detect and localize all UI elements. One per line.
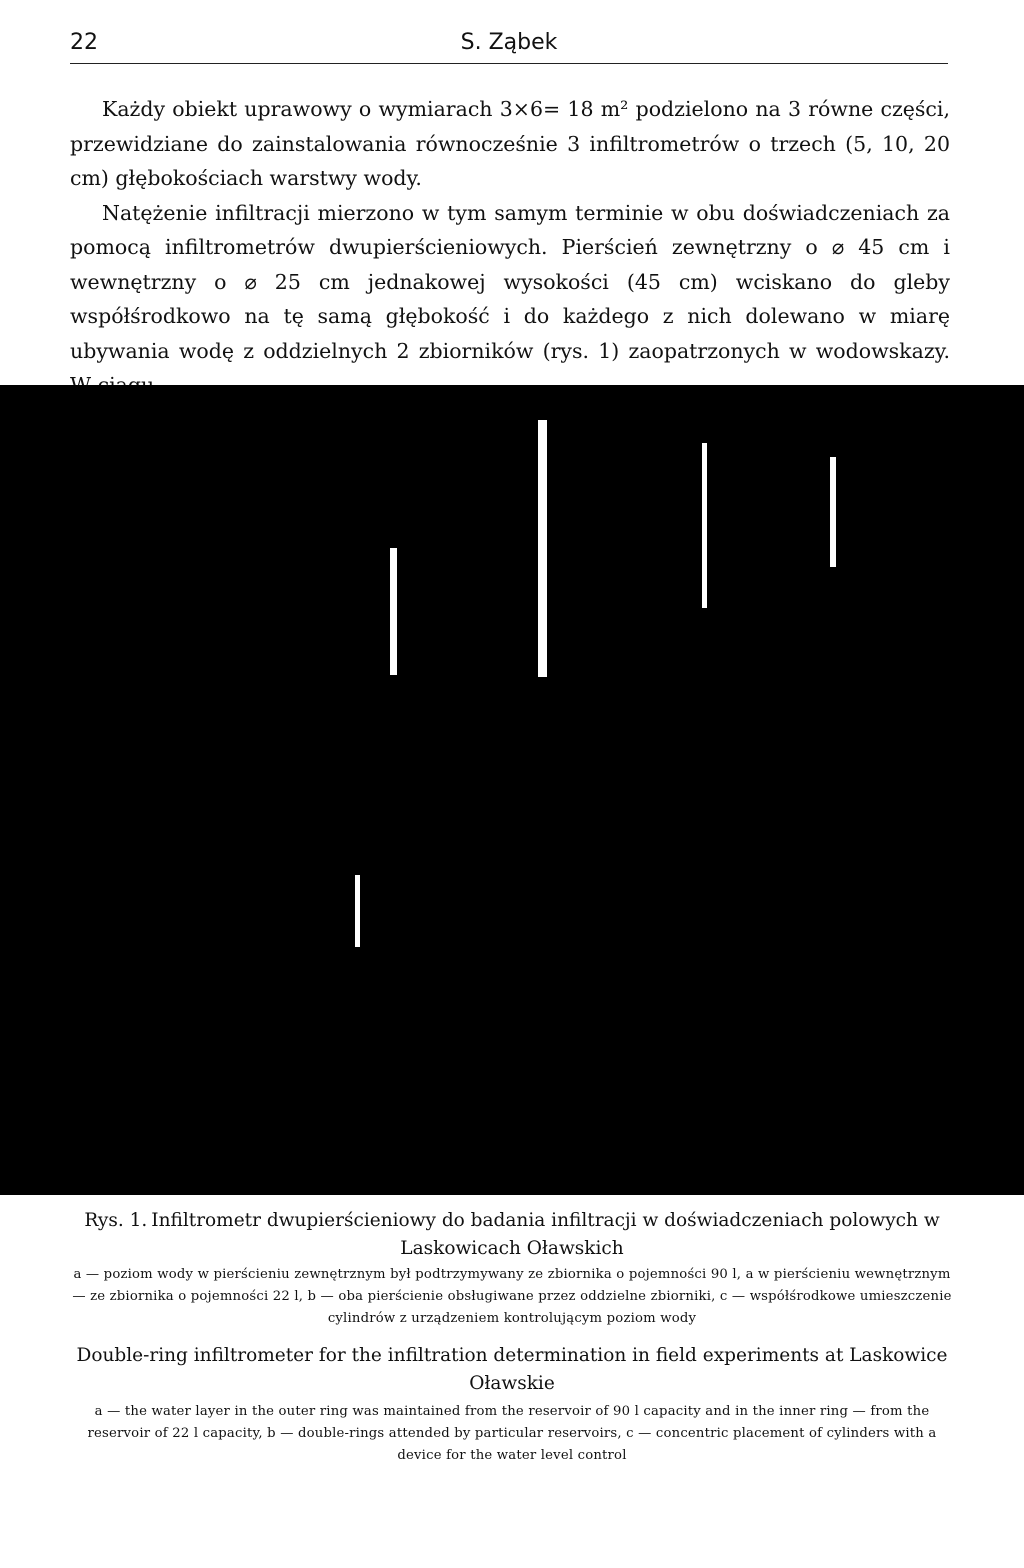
photo-background bbox=[0, 385, 1024, 1195]
paragraph-2: Natężenie infiltracji mierzono w tym samym terminie w obu doświadczeniach za pomocą infiltrometrów dwupierścieniowych. Pierścień zewnętrzny o ⌀ 45 cm i wewnętrzny o ⌀ 25 cm jednakowej wysokości (45 cm) wciskano do gleby współśrodkowo na tę samą głębokość i do każdego z nich dolewano w miarę ubywania wodę z oddzielnych 2 zbiorników (rys. 1) zaopatrzonych w wodowskazy. bbox=[70, 200, 950, 363]
figure-label: Rys. 1. bbox=[84, 1210, 148, 1231]
figure-photo bbox=[0, 385, 1024, 1195]
paragraph-1: Każdy obiekt uprawowy o wymiarach 3×6= 18 m² podzielono na 3 równe części, przewidziane do zainstalowania równocześnie 3 infiltrometrów o trzech (5, 10, 20 cm) głębokościach warstwy wody. bbox=[70, 97, 950, 190]
body-text bbox=[70, 92, 950, 403]
figure-caption-en-title bbox=[70, 1342, 954, 1398]
page-header bbox=[70, 30, 948, 64]
running-title: S. Ząbek bbox=[460, 30, 558, 55]
figure-title-en: Double-ring infiltrometer for the infiltration determination in field experiments at Laskowice Oławskie bbox=[76, 1345, 948, 1394]
page-number: 22 bbox=[70, 30, 98, 55]
figure-description-pl: a — poziom wody w pierścieniu zewnętrznym był podtrzymywany ze zbiornika o pojemności 90 l, a w pierścieniu wewnętrznym — ze zbiornika o pojemności 22 l, b — oba pierścienie obsługiwane przez oddzielne zbiorniki, c — współśrodkowe umieszczenie cylindrów z urządzeniem kontrolującym poziom wody bbox=[72, 1267, 952, 1326]
figure-caption-pl-description bbox=[70, 1264, 954, 1330]
vertical-mark bbox=[830, 457, 836, 567]
vertical-mark bbox=[390, 548, 397, 675]
figure-graphic bbox=[0, 385, 1024, 1195]
vertical-mark bbox=[355, 875, 360, 947]
figure-title-pl: Infiltrometr dwupierścieniowy do badania infiltracji w doświadczeniach polowych w Laskowicach Oławskich bbox=[151, 1210, 940, 1259]
figure-caption-en-description bbox=[70, 1401, 954, 1467]
header-rule bbox=[70, 63, 948, 64]
figure-description-en: a — the water layer in the outer ring was maintained from the reservoir of 90 l capacity and in the inner ring — from the reservoir of 22 l capacity, b — double-rings attended by particular reservoirs, c — concentric placement of cylinders with a device for the water level control bbox=[87, 1404, 937, 1463]
vertical-mark bbox=[538, 420, 547, 677]
figure-caption-pl-title bbox=[70, 1207, 954, 1263]
vertical-mark bbox=[702, 443, 707, 608]
